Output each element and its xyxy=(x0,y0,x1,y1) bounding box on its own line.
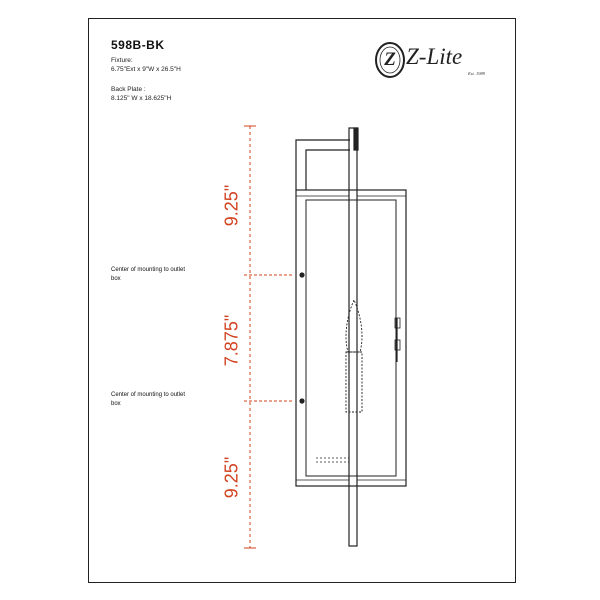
dimension-top: 9.25" xyxy=(221,184,242,227)
brand-tagline: Est. 1989 xyxy=(468,71,486,76)
mounting-point-lower xyxy=(299,398,304,403)
backplate-label: Back Plate : xyxy=(111,86,146,93)
brand-monogram: Z xyxy=(384,49,396,70)
backplate xyxy=(349,128,357,546)
mounting-note-upper: Center of mounting to outlet box xyxy=(111,267,186,282)
lantern-frame xyxy=(296,190,406,486)
model-number: 598B-BK xyxy=(111,38,165,52)
candle-socket xyxy=(346,300,362,412)
support-arm xyxy=(296,140,350,190)
brand-name: Z-Lite xyxy=(406,44,463,69)
fixture-dimensions: 6.75"Ext x 9"W x 26.5"H xyxy=(111,66,181,73)
dimension-middle: 7.875" xyxy=(221,314,242,367)
fixture-label: Fixture: xyxy=(111,57,133,64)
dimension-bottom: 9.25" xyxy=(221,456,242,499)
mounting-point-upper xyxy=(299,272,304,277)
backplate-dimensions: 8.125" W x 18.625"H xyxy=(111,95,172,102)
mounting-note-lower: Center of mounting to outlet box xyxy=(111,392,186,407)
